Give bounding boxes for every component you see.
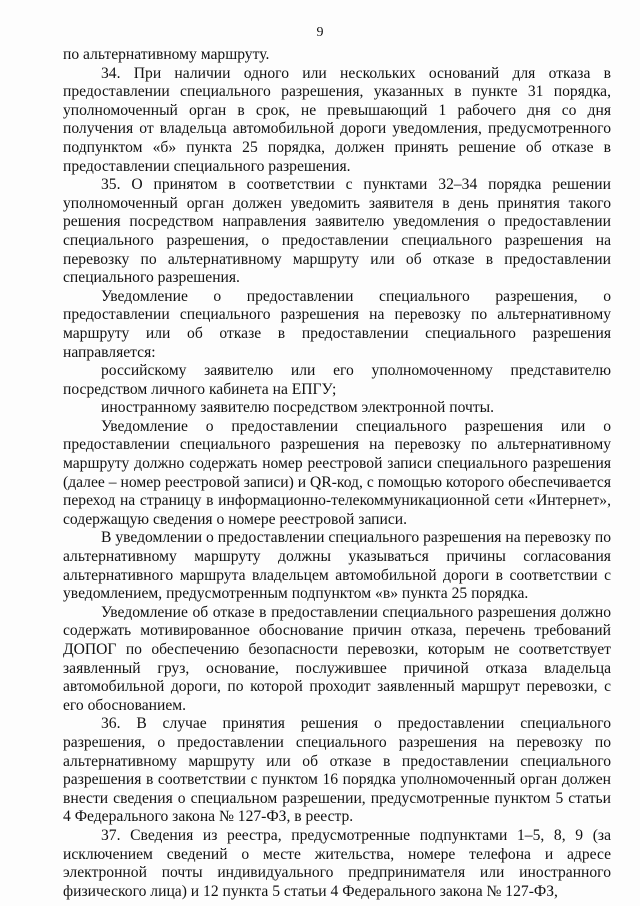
paragraph: Уведомление о предоставлении специального разрешения или о предоставлении специального разрешения на перевозку по альтернативному маршруту должно содержать номер реестровой записи специального разрешения (далее – номер реестровой записи) и QR-код, с помощью которого обеспечивается переход на страницу в информационно-телекоммуникационной сети «Интернет», содержащую сведения о номере реестровой записи.	[63, 417, 611, 528]
page-number: 9	[316, 25, 324, 40]
paragraph: 36. В случае принятия решения о предоставлении специального разрешения, о предоставлении специального разрешения на перевозку по альтернативному маршруту или об отказе в предоставлении специального разрешения в соответствии с пунктом 16 порядка уполномоченный орган должен внести сведения о специальном разрешении, предусмотренные пунктом 5 статьи 4 Федерального закона № 127-ФЗ, в реестр.	[63, 715, 611, 826]
document-body	[63, 46, 611, 901]
paragraph: Уведомление о предоставлении специального разрешения, о предоставлении специального разрешения на перевозку по альтернативному маршруту или об отказе в предоставлении специального разрешения направляется:	[63, 287, 611, 361]
paragraph: 35. О принятом в соответствии с пунктами 32–34 порядка решении уполномоченный орган должен уведомить заявителя в день принятия такого решения посредством направления заявителю уведомления о предоставлении специального разрешения, о предоставлении специального разрешения на перевозку по альтернативному маршруту или об отказе в предоставлении специального разрешения.	[63, 176, 611, 287]
paragraph: 34. При наличии одного или нескольких оснований для отказа в предоставлении специального разрешения, указанных в пункте 31 порядка, уполномоченный орган в срок, не превышающий 1 рабочего дня со дня получения от владельца автомобильной дороги уведомления, предусмотренного подпунктом «б» пункта 25 порядка, должен принять решение об отказе в предоставлении специального разрешения.	[63, 64, 611, 175]
paragraph: иностранному заявителю посредством электронной почты.	[101, 399, 495, 417]
paragraph: 37. Сведения из реестра, предусмотренные подпунктами 1–5, 8, 9 (за исключением сведений о месте жительства, номере телефона и адресе электронной почты индивидуального предпринимателя или иностранного физического лица) и 12 пункта 5 статьи 4 Федерального закона № 127-ФЗ,	[63, 826, 611, 900]
paragraph: по альтернативному маршруту.	[63, 46, 270, 63]
paragraph: В уведомлении о предоставлении специального разрешения на перевозку по альтернативному маршруту должны указываться причины согласования альтернативного маршрута владельцем автомобильной дороги в соответствии с уведомлением, предусмотренным подпунктом «в» пункта 25 порядка.	[63, 529, 611, 603]
paragraph: российскому заявителю или его уполномоченному представителю посредством личного кабинета на ЕПГУ;	[63, 362, 611, 398]
paragraph: Уведомление об отказе в предоставлении специального разрешения должно содержать мотивированное обоснование причин отказа, перечень требований ДОПОГ по обеспечению безопасности перевозки, которым не соответствует заявленный груз, основание, послужившее причиной отказа владельца автомобильной дороги, по которой проходит заявленный маршрут перевозки, с его обоснованием.	[63, 603, 611, 714]
